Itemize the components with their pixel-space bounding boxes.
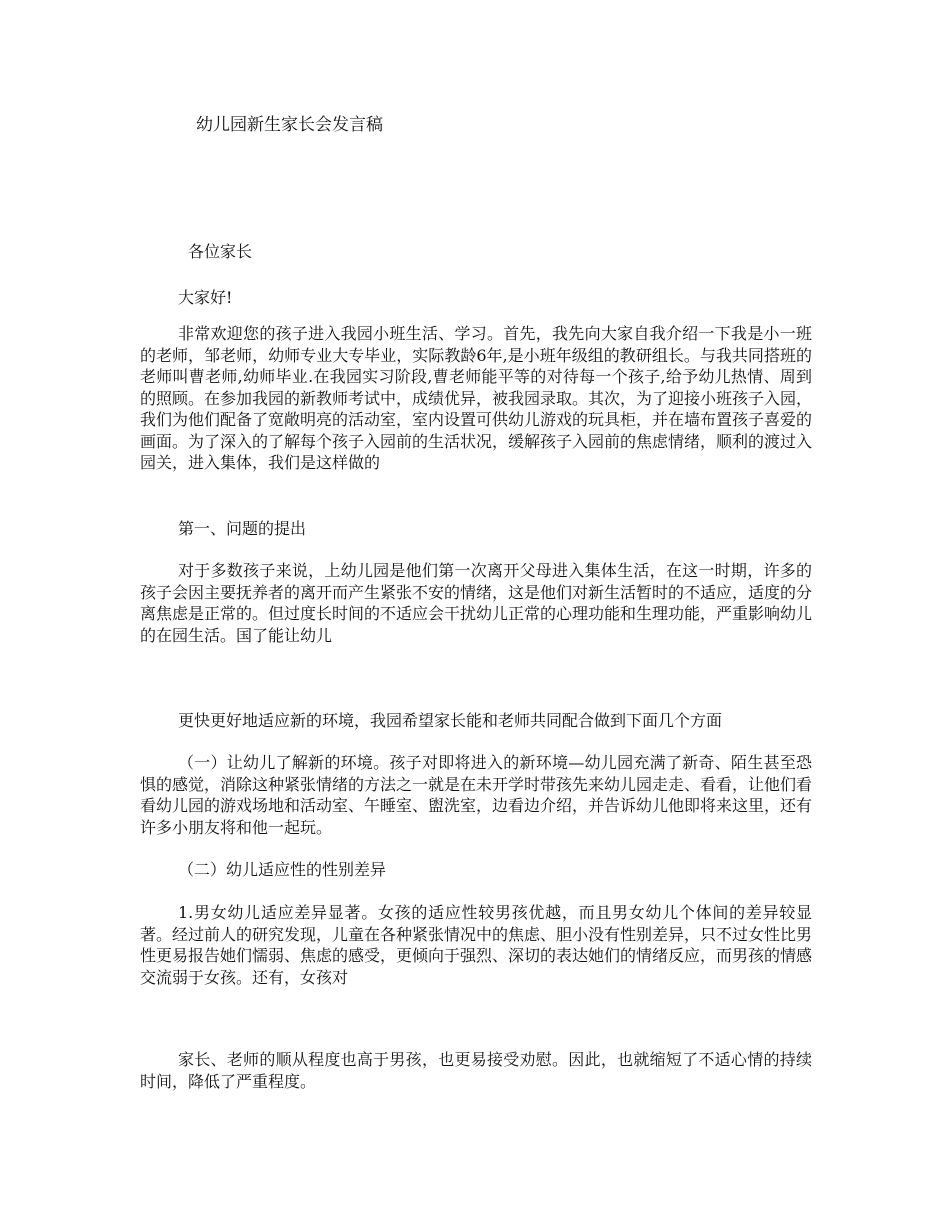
section1-heading: 第一、问题的提出 — [178, 519, 307, 538]
document-title: 幼儿园新生家长会发言稿 — [196, 115, 383, 135]
point1-paragraph: （一）让幼儿了解新的环境。孩子对即将进入的新环境—幼儿园充满了新奇、陌生甚至恐惧的感觉，消除这种紧张情绪的方法之一就是在未开学时带孩先来幼儿园走走、看看，让他们看看幼儿园的游戏场地和活动室、午睡室、盥洗室，边看边介绍，并告诉幼儿他即将来这里，还有许多小朋友将和他一起玩。 — [140, 753, 813, 837]
continuation-paragraph: 更快更好地适应新的环境，我园希望家长能和老师共同配合做到下面几个方面 — [178, 711, 723, 730]
intro-paragraph: 非常欢迎您的孩子进入我园小班生活、学习。首先，我先向大家自我介绍一下我是小一班的老师，邹老师，幼师专业大专毕业，实际教龄6年,是小班年级组的教研组长。与我共同搭班的老师叫曹老师,幼师毕业.在我园实习阶段,曹老师能平等的对待每一个孩子,给予幼儿热情、周到的照顾。在参加我园的新教师考试中，成绩优异，被我园录取。其次，为了迎接小班孩子入园，我们为他们配备了宽敞明亮的活动室，室内设置可供幼儿游戏的玩具柜，并在墙布置孩子喜爱的画面。为了深入的了解每个孩子入园前的生活状况，缓解孩子入园前的焦虑情绪，顺利的渡过入园关，进入集体，我们是这样做的 — [140, 324, 813, 472]
section1-paragraph: 对于多数孩子来说，上幼儿园是他们第一次离开父母进入集体生活，在这一时期，许多的孩子会因主要抚养者的离开而产生紧张不安的情绪，这是他们对新生活暂时的不适应，适度的分离焦虑是正常的。但过度长时间的不适应会干扰幼儿正常的心理功能和生理功能，严重影响幼儿的在园生活。国了能让幼儿 — [140, 561, 813, 645]
salutation: 各位家长 — [188, 242, 253, 261]
point2-paragraph: 1.男女幼儿适应差异显著。女孩的适应性较男孩优越，而且男女幼儿个体间的差异较显著。经过前人的研究发现，儿童在各种紧张情况中的焦虑、胆小没有性别差异，只不过女性比男性更易报告她们懦弱、焦虑的感受，更倾向于强烈、深切的表达她们的情绪反应，而男孩的情感交流弱于女孩。还有，女孩对 — [140, 903, 813, 987]
greeting: 大家好! — [178, 288, 233, 307]
point2-heading: （二）幼儿适应性的性别差异 — [178, 860, 387, 879]
closing-paragraph: 家长、老师的顺从程度也高于男孩，也更易接受劝慰。因此，也就缩短了不适心情的持续时间，降低了严重程度。 — [140, 1050, 812, 1091]
